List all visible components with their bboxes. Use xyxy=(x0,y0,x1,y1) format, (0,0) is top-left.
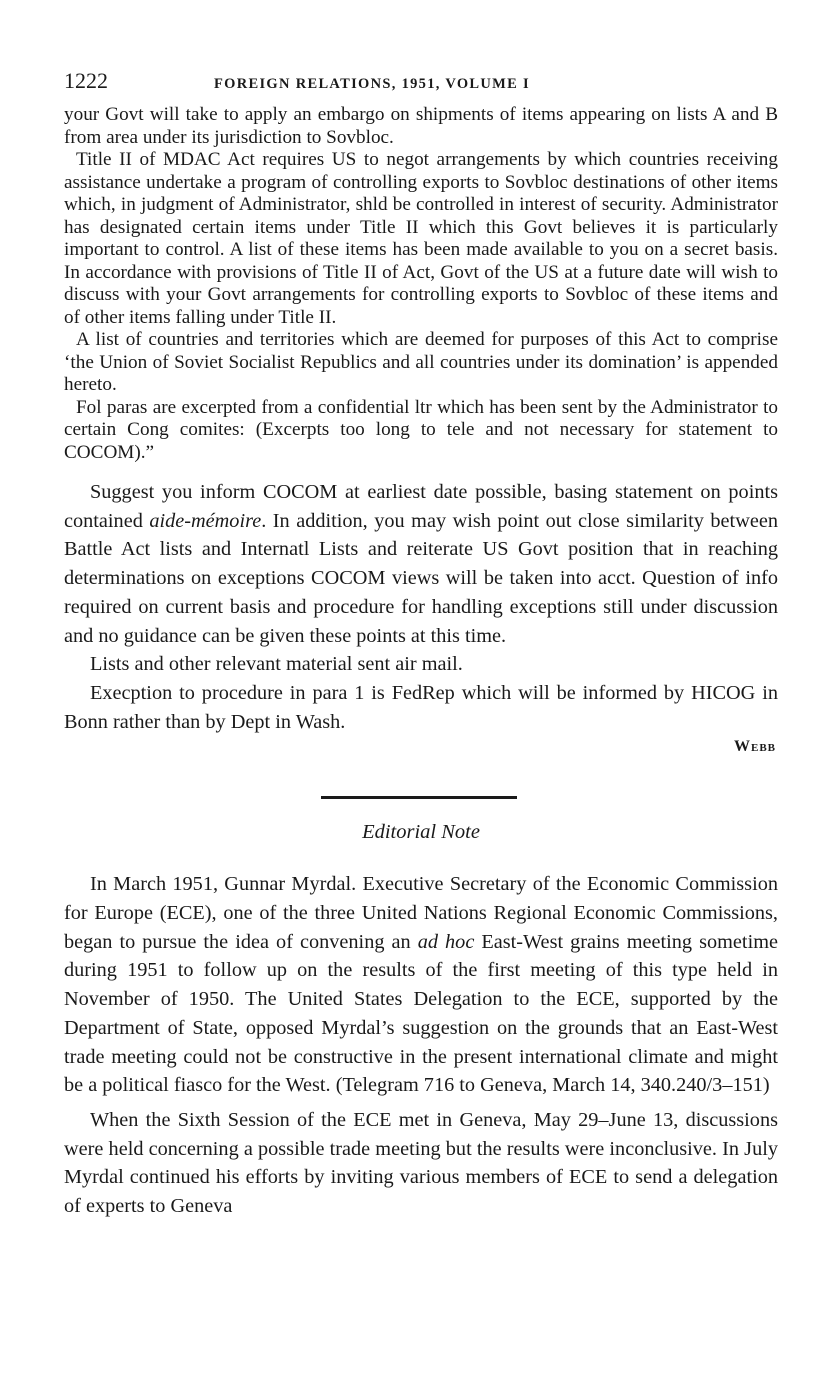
body-text: Suggest you inform COCOM at earliest date possible, basing statement on points contained xyxy=(64,481,778,532)
signature: Webb xyxy=(733,738,776,756)
quoted-paragraph: your Govt will take to apply an embargo on shipments of items appearing on lists A and B from area under its jurisdiction to Sovbloc. xyxy=(64,104,778,148)
italic-term: ad hoc xyxy=(417,930,475,953)
body-paragraph xyxy=(64,478,778,650)
body-paragraph: Lists and other relevant material sent air mail. xyxy=(90,653,463,676)
body-paragraph: Execption to procedure in para 1 is FedRep which will be informed by HICOG in Bonn rather than by Dept in Wash. xyxy=(64,681,778,733)
editorial-note-body xyxy=(64,870,778,1220)
running-title: FOREIGN RELATIONS, 1951, VOLUME I xyxy=(214,76,530,92)
section-divider xyxy=(321,796,517,799)
page-number: 1222 xyxy=(64,68,108,93)
quoted-text-block xyxy=(64,104,778,464)
italic-term: aide-mémoire xyxy=(149,509,262,532)
quoted-paragraph: Fol paras are excerpted from a confidential ltr which has been sent by the Administrator to certain Cong comites: (Excerpts too long to tele and not necessary for statement to COCOM).” xyxy=(64,396,778,463)
document-page xyxy=(64,68,778,1221)
note-paragraph xyxy=(64,870,778,1100)
running-head xyxy=(64,68,778,98)
note-text: East-West grains meeting sometime during 1951 to follow up on the results of the first meeting of this type held in November of 1950. The United States Delegation to the ECE, supported by the Department of State, opposed Myrdal’s suggestion on the grounds that an East-West trade meeting could not be constructive in the present international climate and might be a political fiasco for the West. (Telegram 716 to Geneva, March 14, 340.240/3–151) xyxy=(64,930,778,1097)
note-text: In March 1951, Gunnar Myrdal. Executive Secretary of the Economic Commission for Europe (ECE), one of the three United Nations Regional Economic Commissions, began to pursue the idea of convening an xyxy=(64,873,778,953)
quoted-paragraph: Title II of MDAC Act requires US to negot arrangements by which countries receiving assistance undertake a program of controlling exports to Sovbloc destinations of other items which, in judgment of Administrator, shld be controlled in interest of security. Administrator has designated certain items under Title II which this Govt believes it is particularly important to control. A list of these items has been made available to you on a secret basis. In accordance with provisions of Title II of Act, Govt of the US at a future date will wish to discuss with your Govt arrangements for controlling exports to Sovbloc of these items and of other items falling under Title II. xyxy=(64,149,778,328)
note-paragraph: When the Sixth Session of the ECE met in Geneva, May 29–June 13, discussions were held concerning a possible trade meeting but the results were inconclusive. In July Myrdal continued his efforts by inviting various members of ECE to send a delegation of experts to Geneva xyxy=(64,1108,778,1218)
telegram-body xyxy=(64,478,778,756)
editorial-note-heading: Editorial Note xyxy=(362,821,480,844)
quoted-paragraph: A list of countries and territories which are deemed for purposes of this Act to comprise ‘the Union of Soviet Socialist Republics and all countries under its domination’ is appended hereto. xyxy=(64,329,778,395)
body-text: . In addition, you may wish point out close similarity between Battle Act lists and Internatl Lists and reiterate US Govt position that in reaching determinations on exceptions COCOM views will be taken into acct. Question of info required on current basis and procedure for handling exceptions still under discussion and no guidance can be given these points at this time. xyxy=(64,509,778,647)
